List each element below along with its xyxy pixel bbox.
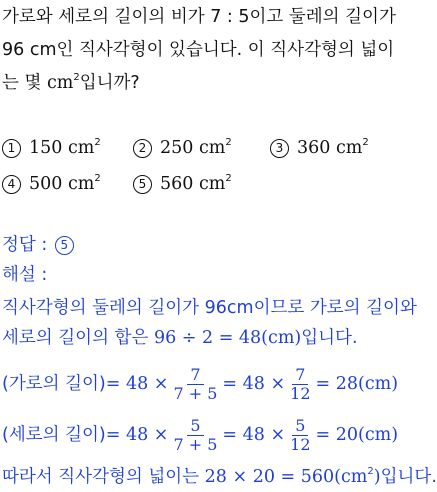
width-fraction-2-den: 12	[290, 383, 311, 403]
choice-4-mark: 4	[2, 175, 21, 194]
height-eq-part-2: = 48 ×	[222, 425, 286, 445]
explanation-line-2-end: 입니다.	[301, 328, 358, 348]
choice-3-exponent: 2	[362, 137, 369, 148]
choice-3[interactable]	[270, 137, 369, 159]
width-fraction-1-num: 7	[187, 366, 203, 385]
choice-1-mark: 1	[2, 139, 21, 158]
choice-2-exponent: 2	[225, 137, 232, 148]
choice-2[interactable]	[133, 137, 232, 159]
width-eq-part-2: = 48 ×	[222, 374, 286, 394]
area-expression: 28 × 20 = 560(cm	[204, 467, 368, 487]
problem-line-3-text: 는 몇	[2, 73, 47, 93]
choice-1-value: 150 cm	[29, 138, 95, 158]
height-fraction-1-num: 5	[187, 417, 203, 436]
problem-line-3-end: 입니까?	[79, 73, 140, 93]
explanation-line-2	[2, 327, 358, 349]
problem-line-1: 가로와 세로의 길이의 비가 7 : 5이고 둘레의 길이가	[2, 7, 396, 27]
width-fraction-2-num: 7	[292, 366, 308, 385]
height-fraction-2	[287, 417, 313, 454]
choice-3-mark: 3	[270, 139, 289, 158]
height-fraction-2-den: 12	[290, 434, 311, 454]
height-fraction-1	[170, 417, 220, 454]
choice-3-value: 360 cm	[297, 138, 363, 158]
problem-line-2: 96 cm인 직사각형이 있습니다. 이 직사각형의 넓이	[2, 40, 395, 60]
width-eq-part-1: = 48 ×	[105, 374, 169, 394]
unit-cm: cm	[46, 73, 74, 93]
final-line	[2, 466, 437, 488]
choice-2-mark: 2	[133, 139, 152, 158]
answer-mark: 5	[55, 236, 74, 255]
choice-5-mark: 5	[133, 175, 152, 194]
final-text: 따라서 직사각형의 넓이는	[2, 467, 205, 487]
problem-line-3	[2, 72, 140, 94]
half-perimeter-expression: 96 ÷ 2 = 48(cm)	[153, 328, 302, 348]
choice-5[interactable]	[133, 173, 232, 195]
answer-label: 정답 :	[2, 235, 53, 255]
width-fraction-1	[170, 366, 220, 403]
area-exponent: 2	[367, 466, 374, 477]
height-fraction-1-den: 7 + 5	[173, 434, 218, 454]
choice-4-exponent: 2	[94, 173, 101, 184]
width-equation	[2, 362, 398, 406]
unit-exponent: 2	[73, 72, 80, 83]
height-equation	[2, 413, 398, 457]
area-close-paren: )	[373, 467, 381, 487]
explanation-line-2-text: 세로의 길이의 합은	[2, 328, 154, 348]
explanation-label: 해설 :	[2, 265, 48, 285]
choice-1[interactable]	[2, 137, 101, 159]
height-label: (세로의 길이)	[2, 425, 106, 445]
choice-4[interactable]	[2, 173, 101, 195]
explanation-line-1: 직사각형의 둘레의 길이가 96cm이므로 가로의 길이와	[2, 298, 417, 318]
answer	[2, 234, 82, 256]
choice-5-exponent: 2	[225, 173, 232, 184]
width-fraction-1-den: 7 + 5	[173, 383, 218, 403]
width-label: (가로의 길이)	[2, 374, 106, 394]
height-eq-part-1: = 48 ×	[105, 425, 169, 445]
width-result: = 28(cm)	[315, 374, 399, 394]
choice-1-exponent: 2	[94, 137, 101, 148]
width-fraction-2	[287, 366, 313, 403]
choice-5-value: 560 cm	[160, 174, 226, 194]
height-fraction-2-num: 5	[292, 417, 308, 436]
final-end: 입니다.	[380, 467, 437, 487]
height-result: = 20(cm)	[315, 425, 399, 445]
choice-2-value: 250 cm	[160, 138, 226, 158]
choice-4-value: 500 cm	[29, 174, 95, 194]
